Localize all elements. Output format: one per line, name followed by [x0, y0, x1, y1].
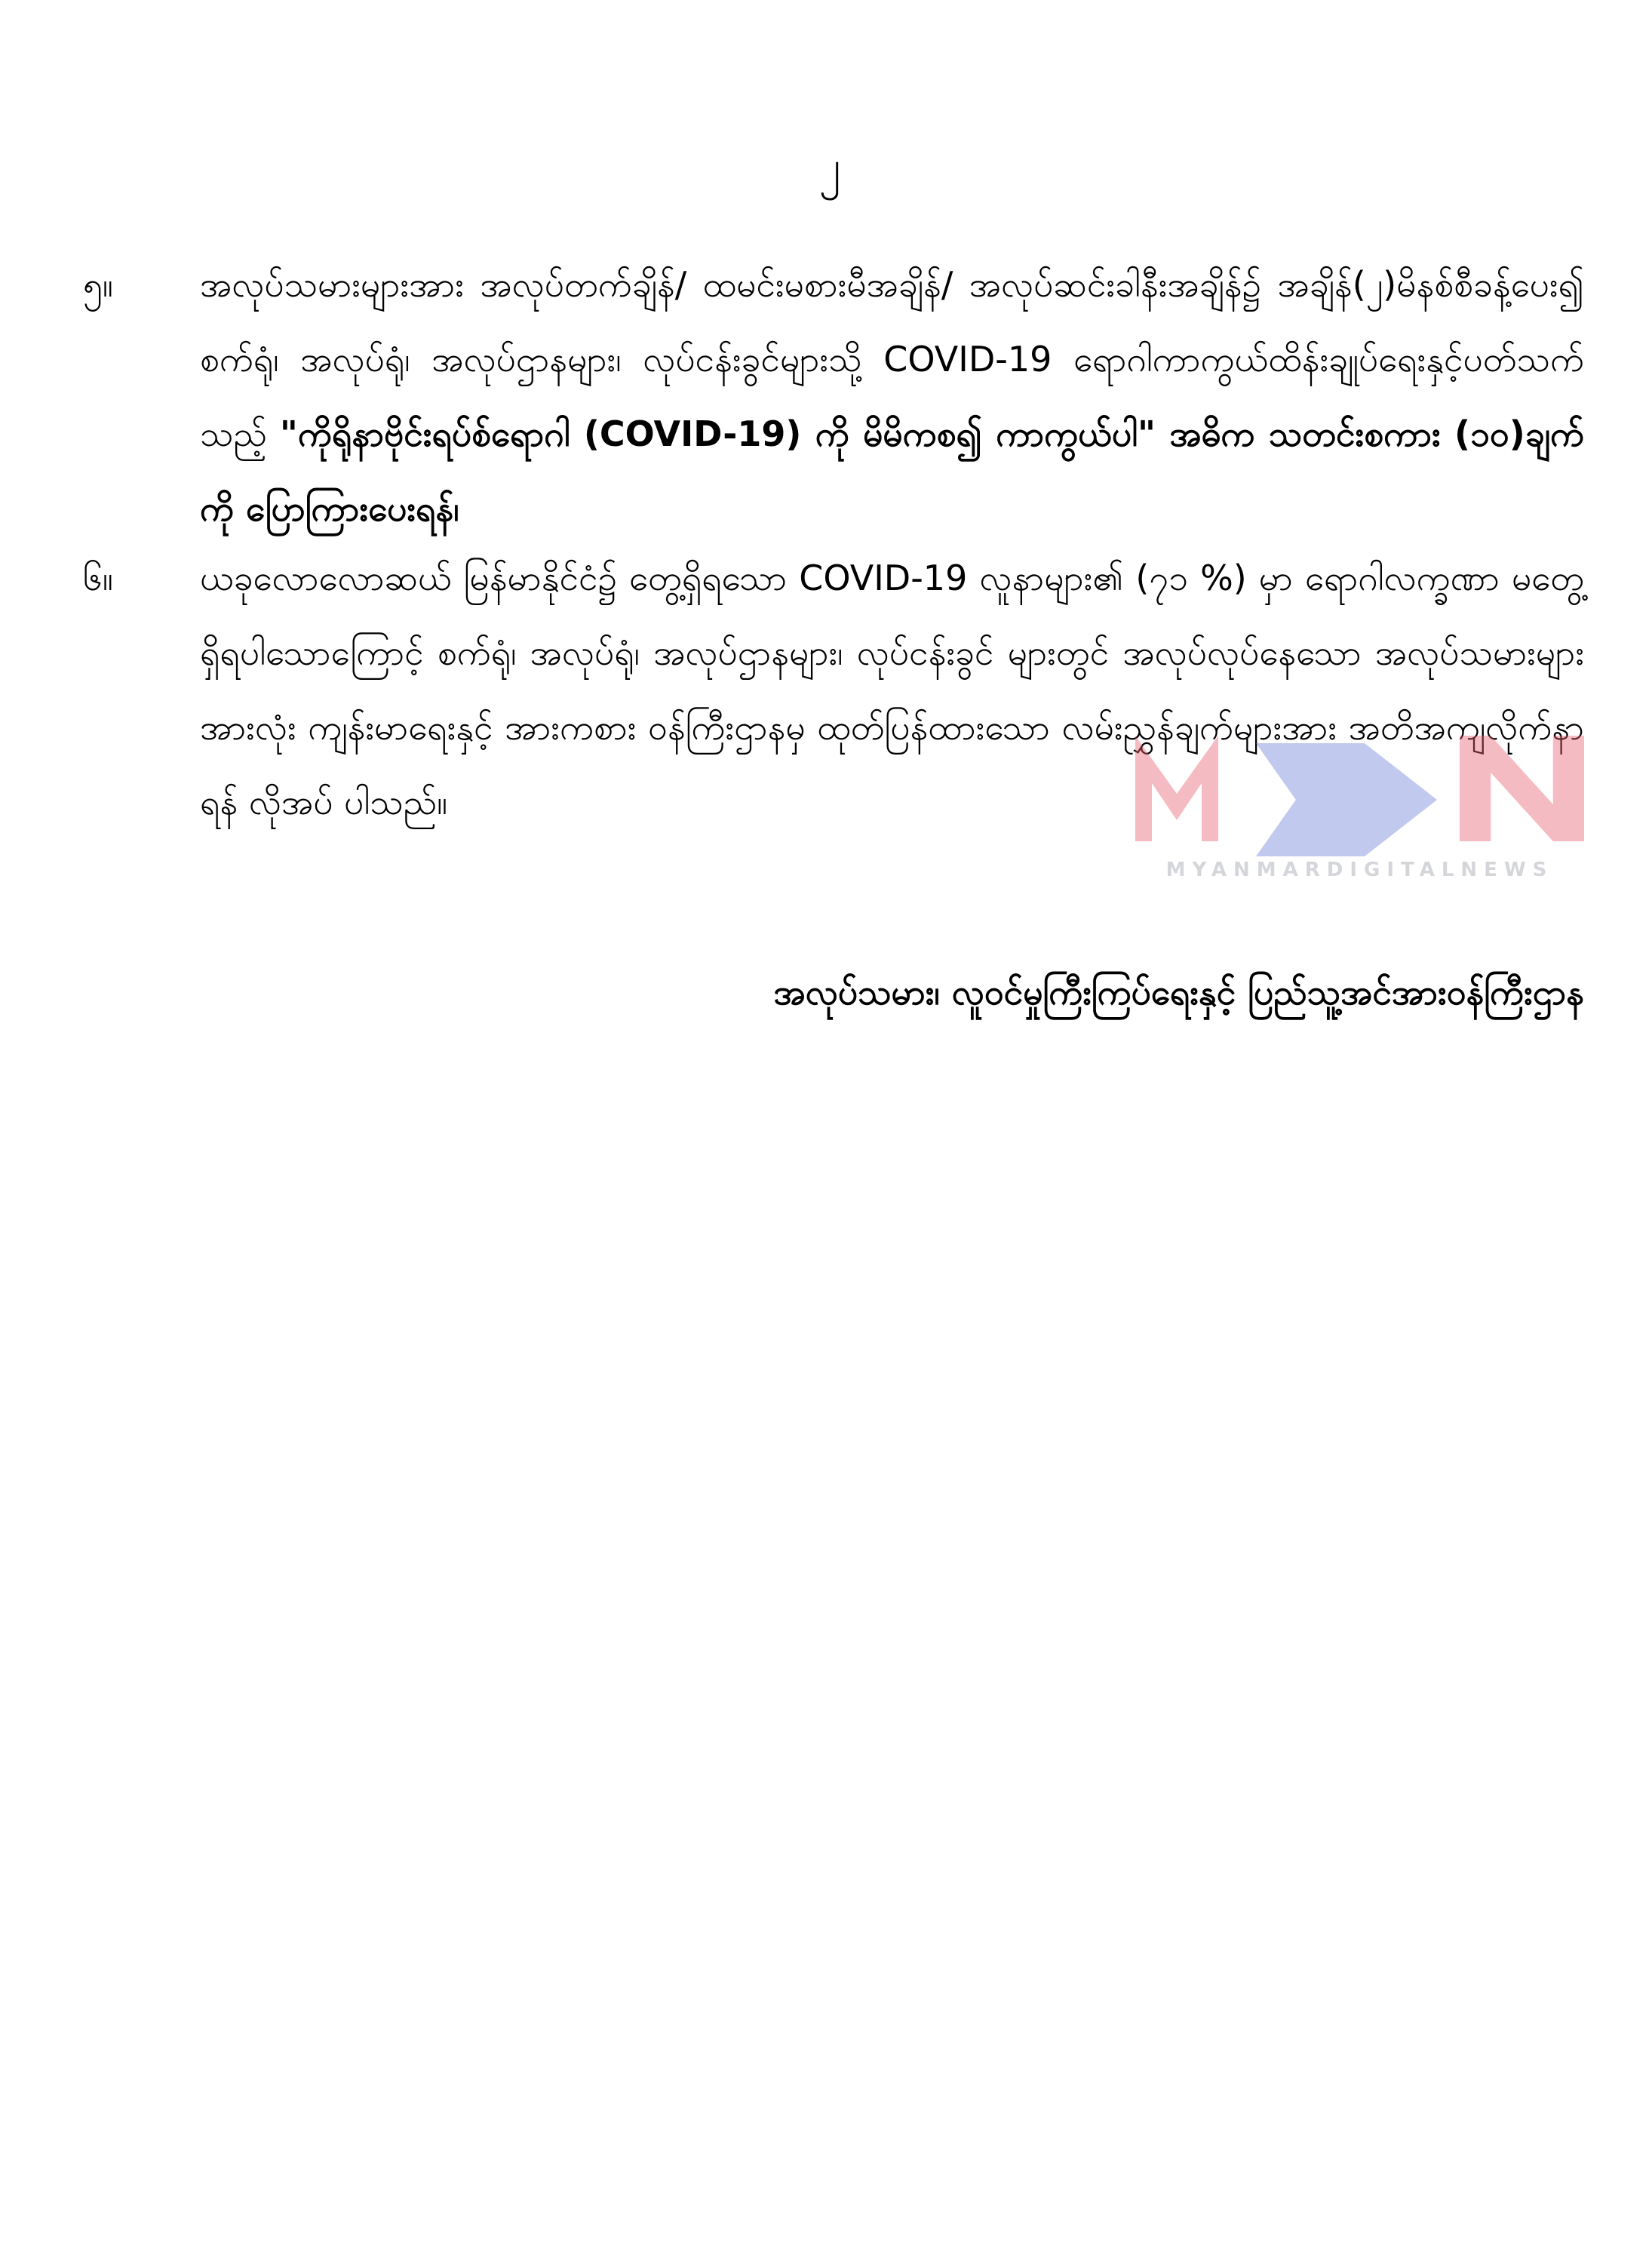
paragraph-text-regular: အလုပ်သမားများအား အလုပ်တက်ချိန်/ ထမင်းမစားမီအချိန်/ အလုပ်ဆင်းခါနီးအချိန်၌ အချိန်(၂)မိနစ်စီခန့်ပေး၍ စက်ရုံ၊ အလုပ်ရုံ၊ အလုပ်ဌာနများ၊ လုပ်ငန်းခွင်များသို့ COVID-19 ရောဂါကာကွယ်ထိန်းချုပ်ရေးနှင့်ပတ်သက်သည့်: [200, 264, 1584, 454]
paragraph-text-bold: "ကိုရိုနာဗိုင်းရပ်စ်ရောဂါ (COVID-19) ကို မိမိကစ၍ ကာကွယ်ပါ" အဓိက သတင်းစကား (၁၀)ချက်ကို ပြောကြားပေးရန်၊: [200, 413, 1584, 529]
paragraph-number: ၅။: [83, 264, 113, 305]
paragraph-number: ၆။: [83, 558, 113, 598]
page-number: ၂: [818, 140, 841, 192]
paragraph-text: ယခုလောလောဆယ် မြန်မာနိုင်ငံ၌ တွေ့ရှိရသော COVID-19 လူနာများ၏ (၇၁ %) မှာ ရောဂါလက္ခဏာ မတွေ့ရှိရပါသောကြောင့် စက်ရုံ၊ အလုပ်ရုံ၊ အလုပ်ဌာနများ၊ လုပ်ငန်းခွင် များတွင် အလုပ်လုပ်နေသော အလုပ်သမားများအားလုံး ကျန်းမာရေးနှင့် အားကစား ဝန်ကြီးဌာနမှ ထုတ်ပြန်ထားသော လမ်းညွှန်ချက်များအား အတိအကျလိုက်နာရန် လိုအပ် ပါသည်။: [200, 558, 1584, 822]
paragraph-text: [200, 247, 1584, 546]
ministry-signature: အလုပ်သမား၊ လူဝင်မှုကြီးကြပ်ရေးနှင့် ပြည်သူ့အင်အားဝန်ကြီးဌာန: [773, 972, 1584, 1013]
watermark-caption: MYANMARDIGITALNEWS: [1165, 859, 1554, 881]
